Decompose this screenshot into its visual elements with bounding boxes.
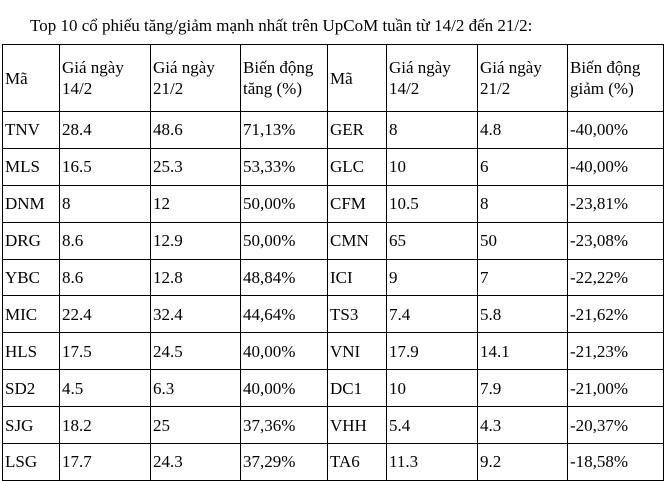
loser-price-21-2-cell: 7.9 bbox=[478, 370, 568, 407]
gainer-change-cell: 48,84% bbox=[241, 259, 328, 296]
table-row bbox=[3, 259, 664, 296]
loser-price-21-2-cell: 50 bbox=[478, 222, 568, 259]
gainer-change-cell: 40,00% bbox=[241, 333, 328, 370]
loser-price-21-2-cell: 4.8 bbox=[478, 112, 568, 149]
table-row bbox=[3, 333, 664, 370]
loser-change-cell: -40,00% bbox=[568, 148, 664, 185]
gainer-code-cell: LSG bbox=[3, 444, 60, 481]
loser-price-14-2-cell: 10 bbox=[387, 148, 478, 185]
gainer-code-cell: DRG bbox=[3, 222, 60, 259]
gainer-price-21-2-cell: 24.5 bbox=[151, 333, 241, 370]
loser-price-14-2-cell: 11.3 bbox=[387, 444, 478, 481]
gainer-code-cell: DNM bbox=[3, 185, 60, 222]
loser-price-14-2-cell: 10.5 bbox=[387, 185, 478, 222]
gainer-change-cell: 71,13% bbox=[241, 112, 328, 149]
loser-price-14-2-cell: 8 bbox=[387, 112, 478, 149]
gainer-price-21-2-cell: 12 bbox=[151, 185, 241, 222]
gainer-price-14-2-cell: 16.5 bbox=[60, 148, 151, 185]
loser-change-cell: -18,58% bbox=[568, 444, 664, 481]
gainer-price-14-2-cell: 28.4 bbox=[60, 112, 151, 149]
header-price-14-2-losers: Giá ngày 14/2 bbox=[387, 45, 478, 112]
loser-price-21-2-cell: 6 bbox=[478, 148, 568, 185]
gainer-code-cell: MIC bbox=[3, 296, 60, 333]
header-price-21-2-gainers: Giá ngày 21/2 bbox=[151, 45, 241, 112]
gainer-price-14-2-cell: 18.2 bbox=[60, 407, 151, 444]
table-caption: Top 10 cổ phiếu tăng/giảm mạnh nhất trên UpCoM tuần từ 14/2 đến 21/2: bbox=[30, 16, 533, 35]
loser-code-cell: CFM bbox=[328, 185, 387, 222]
gainer-price-21-2-cell: 25 bbox=[151, 407, 241, 444]
gainer-code-cell: SD2 bbox=[3, 370, 60, 407]
gainer-change-cell: 40,00% bbox=[241, 370, 328, 407]
table-row bbox=[3, 407, 664, 444]
stock-movers-table bbox=[2, 44, 664, 481]
table-row bbox=[3, 112, 664, 149]
gainer-price-21-2-cell: 25.3 bbox=[151, 148, 241, 185]
gainer-code-cell: MLS bbox=[3, 148, 60, 185]
header-row bbox=[3, 45, 664, 112]
loser-price-21-2-cell: 7 bbox=[478, 259, 568, 296]
gainer-price-21-2-cell: 12.9 bbox=[151, 222, 241, 259]
gainer-change-cell: 37,36% bbox=[241, 407, 328, 444]
loser-change-cell: -40,00% bbox=[568, 112, 664, 149]
table-row bbox=[3, 185, 664, 222]
loser-price-14-2-cell: 5.4 bbox=[387, 407, 478, 444]
loser-price-21-2-cell: 9.2 bbox=[478, 444, 568, 481]
loser-price-21-2-cell: 8 bbox=[478, 185, 568, 222]
loser-code-cell: TA6 bbox=[328, 444, 387, 481]
gainer-price-14-2-cell: 17.5 bbox=[60, 333, 151, 370]
header-price-21-2-losers: Giá ngày 21/2 bbox=[478, 45, 568, 112]
gainer-price-14-2-cell: 22.4 bbox=[60, 296, 151, 333]
gainer-price-21-2-cell: 6.3 bbox=[151, 370, 241, 407]
gainer-change-cell: 50,00% bbox=[241, 222, 328, 259]
gainer-price-14-2-cell: 8.6 bbox=[60, 259, 151, 296]
header-change-up: Biến động tăng (%) bbox=[241, 45, 328, 112]
loser-code-cell: GER bbox=[328, 112, 387, 149]
gainer-price-14-2-cell: 17.7 bbox=[60, 444, 151, 481]
loser-price-14-2-cell: 17.9 bbox=[387, 333, 478, 370]
loser-price-14-2-cell: 65 bbox=[387, 222, 478, 259]
gainer-code-cell: YBC bbox=[3, 259, 60, 296]
gainer-price-14-2-cell: 8.6 bbox=[60, 222, 151, 259]
gainer-code-cell: TNV bbox=[3, 112, 60, 149]
gainer-change-cell: 50,00% bbox=[241, 185, 328, 222]
loser-change-cell: -20,37% bbox=[568, 407, 664, 444]
loser-change-cell: -23,81% bbox=[568, 185, 664, 222]
table-row bbox=[3, 444, 664, 481]
table-row bbox=[3, 296, 664, 333]
gainer-price-21-2-cell: 32.4 bbox=[151, 296, 241, 333]
header-code-gainers: Mã bbox=[3, 45, 60, 112]
table-row bbox=[3, 222, 664, 259]
loser-code-cell: VNI bbox=[328, 333, 387, 370]
loser-change-cell: -21,62% bbox=[568, 296, 664, 333]
gainer-price-14-2-cell: 8 bbox=[60, 185, 151, 222]
loser-code-cell: CMN bbox=[328, 222, 387, 259]
gainer-price-21-2-cell: 24.3 bbox=[151, 444, 241, 481]
loser-price-21-2-cell: 5.8 bbox=[478, 296, 568, 333]
loser-change-cell: -22,22% bbox=[568, 259, 664, 296]
gainer-change-cell: 44,64% bbox=[241, 296, 328, 333]
loser-change-cell: -23,08% bbox=[568, 222, 664, 259]
gainer-price-21-2-cell: 12.8 bbox=[151, 259, 241, 296]
loser-code-cell: DC1 bbox=[328, 370, 387, 407]
loser-price-21-2-cell: 4.3 bbox=[478, 407, 568, 444]
header-price-14-2-gainers: Giá ngày 14/2 bbox=[60, 45, 151, 112]
header-code-losers: Mã bbox=[328, 45, 387, 112]
loser-change-cell: -21,00% bbox=[568, 370, 664, 407]
loser-price-21-2-cell: 14.1 bbox=[478, 333, 568, 370]
loser-change-cell: -21,23% bbox=[568, 333, 664, 370]
loser-code-cell: VHH bbox=[328, 407, 387, 444]
gainer-price-21-2-cell: 48.6 bbox=[151, 112, 241, 149]
gainer-code-cell: SJG bbox=[3, 407, 60, 444]
gainer-code-cell: HLS bbox=[3, 333, 60, 370]
loser-code-cell: TS3 bbox=[328, 296, 387, 333]
loser-price-14-2-cell: 9 bbox=[387, 259, 478, 296]
loser-code-cell: GLC bbox=[328, 148, 387, 185]
header-change-down: Biến động giảm (%) bbox=[568, 45, 664, 112]
gainer-price-14-2-cell: 4.5 bbox=[60, 370, 151, 407]
loser-price-14-2-cell: 7.4 bbox=[387, 296, 478, 333]
gainer-change-cell: 37,29% bbox=[241, 444, 328, 481]
gainer-change-cell: 53,33% bbox=[241, 148, 328, 185]
table-row bbox=[3, 148, 664, 185]
loser-code-cell: ICI bbox=[328, 259, 387, 296]
table-row bbox=[3, 370, 664, 407]
loser-price-14-2-cell: 10 bbox=[387, 370, 478, 407]
